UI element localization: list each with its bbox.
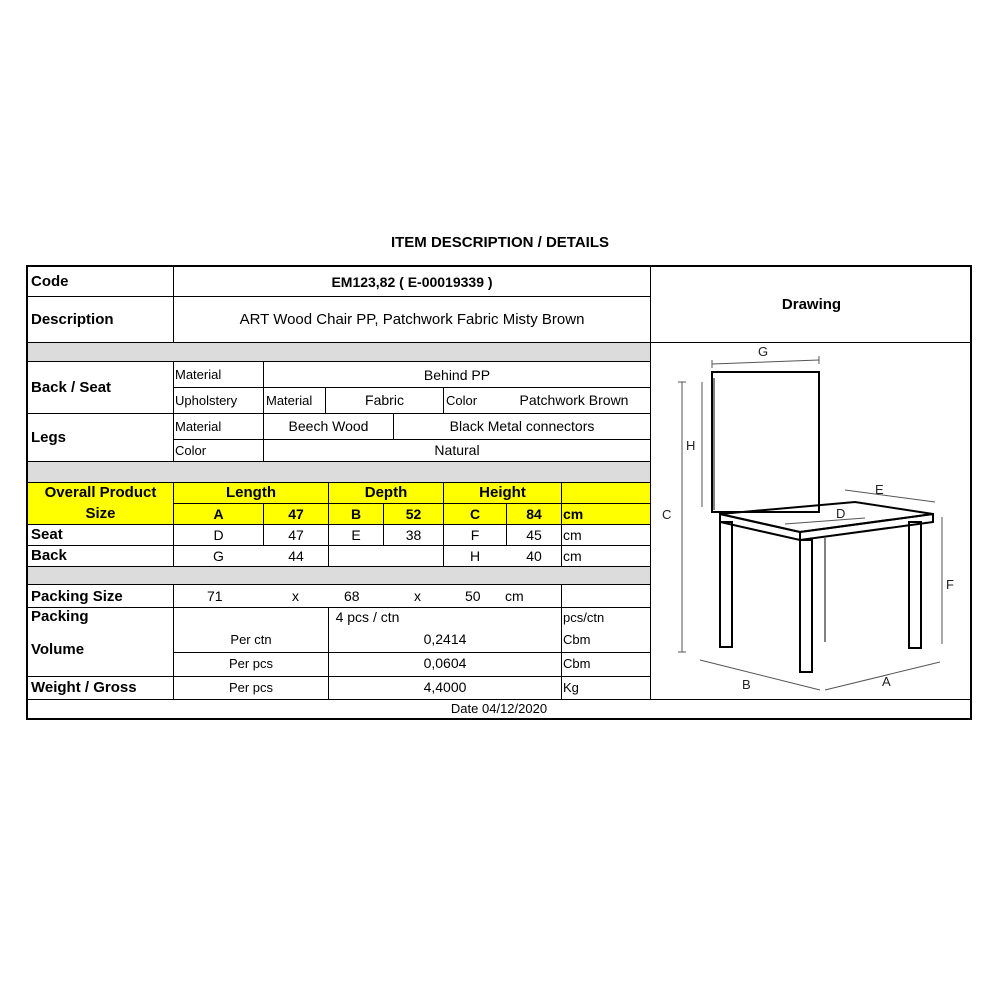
upholstery-label: Upholstery — [175, 393, 238, 408]
packing-value: 4 pcs / ctn — [335, 609, 400, 625]
back-length: 44 — [288, 548, 304, 564]
height-header: Height — [479, 484, 526, 501]
legs-label: Legs — [31, 429, 67, 446]
length-header: Length — [226, 484, 276, 501]
seat-height: 45 — [526, 527, 542, 543]
seat-unit: cm — [563, 527, 582, 543]
per-ctn-unit: Cbm — [563, 632, 591, 647]
packing-unit: pcs/ctn — [563, 610, 605, 625]
chair-diagram-svg — [650, 342, 972, 695]
drawing-label: Drawing — [781, 296, 842, 313]
label-f: F — [946, 577, 954, 592]
legs-material-value-2: Black Metal connectors — [449, 418, 595, 434]
dim-key-b: B — [350, 506, 362, 522]
back-seat-material-label: Material — [175, 367, 222, 382]
label-e: E — [875, 482, 884, 497]
upholstery-material-label: Material — [266, 393, 313, 408]
back-key-g: G — [213, 548, 224, 564]
packing-size-unit: cm — [505, 588, 524, 604]
description-value: ART Wood Chair PP, Patchwork Fabric Misty Brown — [239, 311, 585, 328]
back-unit: cm — [563, 548, 582, 564]
label-h: H — [686, 438, 696, 453]
weight-unit: Kg — [563, 680, 579, 695]
legs-color-label: Color — [175, 443, 207, 458]
grey-band — [28, 461, 650, 482]
packing-size-height: 50 — [465, 588, 481, 604]
chair-backrest — [712, 372, 819, 512]
sheet-title: ITEM DESCRIPTION / DETAILS — [390, 234, 610, 251]
seat-key-e: E — [351, 527, 361, 543]
grey-band — [28, 566, 650, 584]
legs-material-label: Material — [175, 419, 222, 434]
seat-key-f: F — [470, 527, 480, 543]
seat-depth: 38 — [405, 527, 422, 543]
grey-band — [28, 342, 650, 361]
overall-size-label-1: Overall Product — [44, 484, 157, 501]
packing-label: Packing — [31, 608, 89, 625]
date: Date 04/12/2020 — [450, 701, 548, 716]
dim-key-a: A — [213, 506, 224, 522]
packing-size-x1: x — [292, 588, 299, 604]
label-g: G — [758, 344, 769, 359]
label-b: B — [742, 677, 751, 692]
depth-header: Depth — [364, 484, 408, 501]
per-ctn-value: 0,2414 — [423, 631, 467, 647]
seat-length: 47 — [288, 527, 304, 543]
back-seat-label: Back / Seat — [31, 379, 112, 396]
upholstery-color-value: Patchwork Brown — [519, 392, 629, 408]
volume-label: Volume — [31, 641, 85, 658]
dim-value-length: 47 — [288, 506, 304, 522]
code-value: EM123,82 ( E-00019339 ) — [331, 274, 493, 290]
back-label: Back — [31, 547, 67, 564]
per-pcs-unit: Cbm — [563, 656, 591, 671]
packing-size-x2: x — [414, 588, 421, 604]
packing-size-width: 68 — [344, 588, 360, 604]
upholstery-material-value: Fabric — [365, 392, 404, 408]
upholstery-color-label: Color — [446, 393, 478, 408]
per-pcs-label: Per pcs — [228, 656, 274, 671]
seat-label: Seat — [31, 526, 63, 543]
back-key-h: H — [469, 548, 481, 564]
spec-sheet — [26, 265, 972, 720]
back-seat-material-value: Behind PP — [423, 367, 491, 383]
back-height: 40 — [526, 548, 542, 564]
weight-per-label: Per pcs — [228, 680, 274, 695]
label-a: A — [882, 674, 891, 689]
dim-key-c: C — [469, 506, 481, 522]
label-c: C — [662, 507, 672, 522]
weight-value: 4,4000 — [423, 679, 467, 695]
label-d: D — [836, 506, 846, 521]
per-pcs-value: 0,0604 — [423, 655, 467, 671]
overall-size-label-2: Size — [85, 505, 116, 522]
packing-size-label: Packing Size — [31, 588, 123, 605]
seat-key-d: D — [213, 527, 224, 543]
per-ctn-label: Per ctn — [230, 632, 272, 647]
dim-value-depth: 52 — [405, 506, 422, 522]
code-label: Code — [31, 273, 69, 290]
legs-color-value: Natural — [434, 442, 480, 458]
weight-label: Weight / Gross — [31, 679, 137, 696]
chair-drawing — [650, 342, 972, 695]
packing-size-length: 71 — [207, 588, 223, 604]
dim-value-height: 84 — [526, 506, 542, 522]
dim-unit: cm — [563, 506, 584, 522]
description-label: Description — [31, 311, 114, 328]
legs-material-value-1: Beech Wood — [288, 418, 369, 434]
